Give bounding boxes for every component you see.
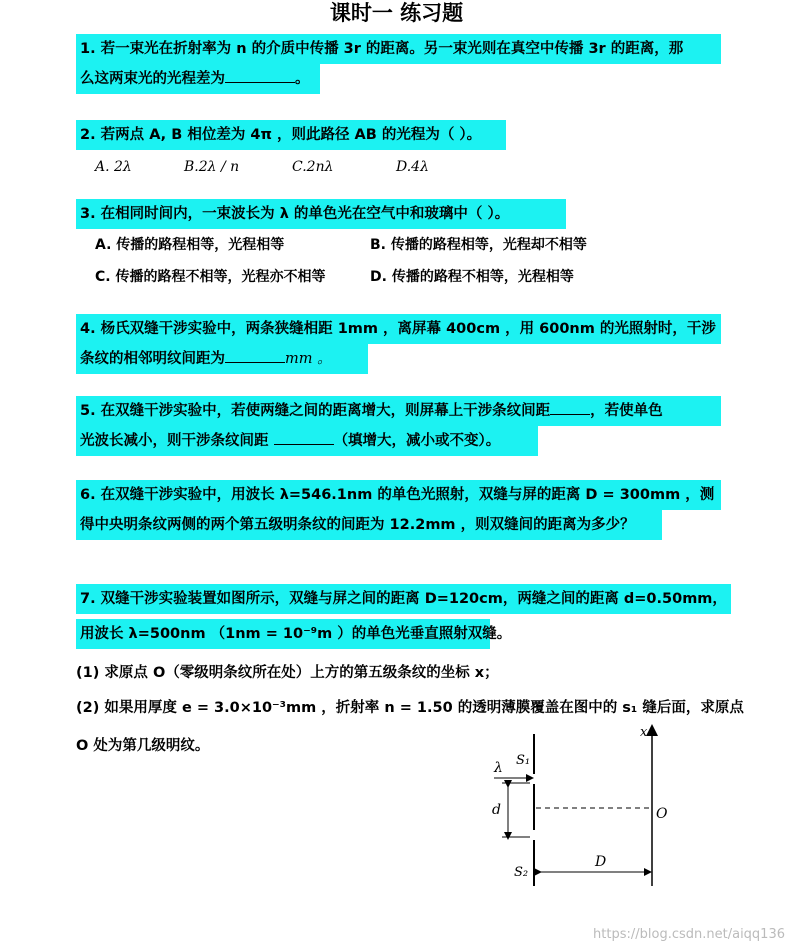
q7-sub3: O 处为第几级明纹。 bbox=[76, 738, 210, 754]
q5-line2-end: （填增大，减小或不变）。 bbox=[333, 433, 501, 449]
q1-line2 bbox=[76, 64, 320, 94]
q2-option-d: D.4λ bbox=[396, 159, 429, 175]
D-label: D bbox=[595, 854, 607, 870]
q3-option-a: A. 传播的路程相等，光程相等 bbox=[95, 237, 285, 253]
q5-blank-1 bbox=[550, 400, 590, 415]
double-slit-diagram bbox=[480, 722, 680, 892]
q5-line1 bbox=[76, 396, 721, 426]
q4-line1: 4. 杨氏双缝干涉实验中，两条狭缝相距 1mm ，离屏幕 400cm ，用 600nm 的光照射时，干涉 bbox=[76, 314, 721, 344]
q5-line1-end: ，若使单色 bbox=[590, 403, 663, 419]
q4-line2-text: 条纹的相邻明纹间距为 bbox=[80, 351, 225, 367]
q7-line2: 用波长 λ=500nm （1nm = 10⁻⁹m ）的单色光垂直照射双缝。 bbox=[76, 619, 490, 649]
q5-line2 bbox=[76, 426, 538, 456]
q7-line1: 7. 双缝干涉实验装置如图所示，双缝与屏之间的距离 D=120cm，两缝之间的距离 d=0.50mm， bbox=[76, 584, 731, 614]
q4-answer-blank bbox=[225, 348, 285, 363]
q2-stem: 2. 若两点 A, B 相位差为 4π ，则此路径 AB 的光程为（ ）。 bbox=[76, 120, 506, 150]
watermark: https://blog.csdn.net/aiqq136 bbox=[593, 927, 785, 942]
q3-stem: 3. 在相同时间内，一束波长为 λ 的单色光在空气中和玻璃中（ ）。 bbox=[76, 199, 566, 229]
q3-option-d: D. 传播的路程不相等，光程相等 bbox=[370, 269, 574, 285]
q1-line2-end: 。 bbox=[295, 71, 310, 87]
s2-label: S₂ bbox=[514, 865, 529, 880]
q6-line2: 得中央明条纹两侧的两个第五级明条纹的间距为 12.2mm ，则双缝间的距离为多少？ bbox=[76, 510, 662, 540]
q7-sub1: (1) 求原点 O（零级明条纹所在处）上方的第五级条纹的坐标 x； bbox=[76, 665, 499, 681]
q1-line2-text: 么这两束光的光程差为 bbox=[80, 71, 225, 87]
q3-option-c: C. 传播的路程不相等，光程亦不相等 bbox=[95, 269, 326, 285]
q2-option-a: A. 2λ bbox=[95, 159, 132, 175]
q2-option-c: C.2nλ bbox=[292, 159, 334, 175]
x-label: x bbox=[640, 725, 648, 740]
q4-line2 bbox=[76, 344, 368, 374]
q5-line2-text: 光波长减小，则干涉条纹间距 bbox=[80, 433, 274, 449]
q1-answer-blank bbox=[225, 68, 295, 83]
d-label: d bbox=[492, 802, 501, 818]
page-title: 课时一 练习题 bbox=[329, 1, 464, 25]
s1-label: S₁ bbox=[516, 753, 531, 768]
q3-option-b: B. 传播的路程相等，光程却不相等 bbox=[370, 237, 587, 253]
o-label: O bbox=[656, 806, 668, 822]
lambda-label: λ bbox=[494, 760, 503, 776]
q5-line1-text: 5. 在双缝干涉实验中，若使两缝之间的距离增大，则屏幕上干涉条纹间距 bbox=[80, 403, 551, 419]
q6-line1: 6. 在双缝干涉实验中，用波长 λ=546.1nm 的单色光照射，双缝与屏的距离 D = 300mm ，测 bbox=[76, 480, 721, 510]
q5-blank-2 bbox=[274, 430, 334, 445]
q2-option-b: B.2λ / n bbox=[184, 159, 240, 175]
q4-line2-unit: mm 。 bbox=[285, 351, 332, 367]
q7-sub2: (2) 如果用厚度 e = 3.0×10⁻³mm ，折射率 n = 1.50 的透明薄膜覆盖在图中的 s₁ 缝后面，求原点 bbox=[76, 700, 744, 716]
q1-line1: 1. 若一束光在折射率为 n 的介质中传播 3r 的距离。另一束光则在真空中传播 3r 的距离，那 bbox=[76, 34, 721, 64]
